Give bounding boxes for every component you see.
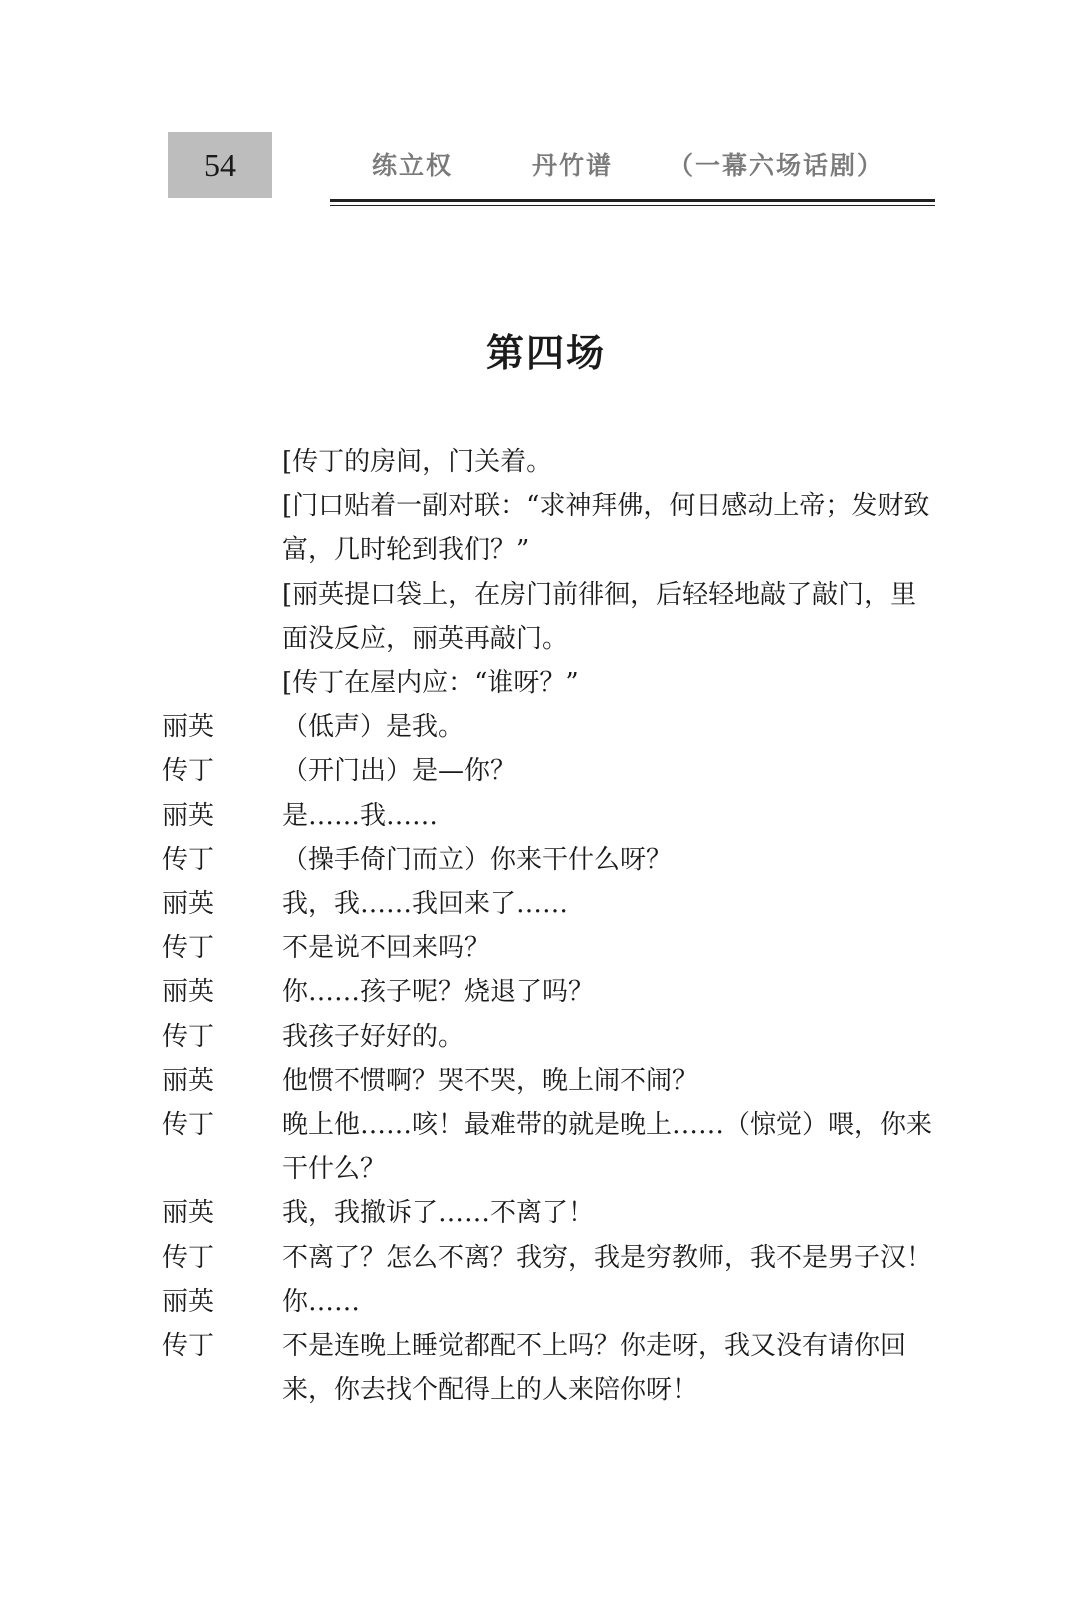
stage-direction: [丽英提口袋上，在房门前徘徊，后轻轻地敲了敲门，里面没反应，丽英再敲门。	[282, 579, 917, 654]
dialogue-line	[162, 749, 942, 793]
header-rule-thin	[330, 205, 935, 206]
speaker-name: 传丁	[162, 1110, 215, 1141]
dialogue-line	[162, 926, 942, 970]
script-body	[162, 440, 942, 1412]
speaker-name: 传丁	[162, 1021, 215, 1052]
speech-text: 不离了？怎么不离？我穷，我是穷教师，我不是男子汉！	[282, 1242, 933, 1273]
speech-text: 不是连晚上睡觉都配不上吗？你走呀，我又没有请你回来，你去找个配得上的人来陪你呀！	[282, 1331, 907, 1406]
stage-direction: [门口贴着一副对联：“求神拜佛，何日感动上帝；发财致富，几时轮到我们？”	[282, 491, 930, 566]
dialogue-line	[162, 1280, 942, 1324]
header-rule-thick	[330, 199, 935, 202]
dialogue-line	[162, 1015, 942, 1059]
stage-direction: [传丁的房间，门关着。	[282, 447, 553, 477]
dialogue-line	[162, 1191, 942, 1235]
running-header	[372, 146, 912, 186]
speech-text: （开门出）是—你？	[282, 756, 517, 787]
dialogue-line	[162, 882, 942, 926]
stage-direction: [传丁在屋内应：“谁呀？”	[282, 668, 579, 699]
speech-text: （操手倚门而立）你来干什么呀？	[282, 844, 673, 875]
speaker-name: 传丁	[162, 844, 215, 875]
speaker-name: 丽英	[162, 712, 215, 743]
speaker-name: 丽英	[162, 1198, 215, 1229]
speaker-name: 丽英	[162, 1286, 215, 1317]
speaker-name: 丽英	[162, 889, 215, 920]
speech-text: 晚上他……咳！最难带的就是晚上……（惊觉）喂，你来干什么？	[282, 1110, 933, 1185]
speaker-name: 传丁	[162, 933, 215, 964]
dialogue-line	[162, 1103, 942, 1191]
speaker-name: 传丁	[162, 756, 215, 787]
dialogue-line	[162, 705, 942, 749]
page-number-text: 54	[204, 146, 236, 183]
dialogue-line	[162, 794, 942, 838]
header-author: 练立权	[372, 151, 454, 180]
dialogue-line	[162, 970, 942, 1014]
dialogue-line	[162, 838, 942, 882]
speaker-name: 传丁	[162, 1331, 215, 1362]
speaker-name: 传丁	[162, 1242, 215, 1273]
speech-text: 是……我……	[282, 800, 439, 831]
speech-text: 你……	[282, 1286, 361, 1317]
speech-text: （低声）是我。	[282, 712, 465, 743]
speech-text: 他惯不惯啊？哭不哭，晚上闹不闹？	[282, 1065, 699, 1096]
page-number	[168, 132, 272, 198]
speech-text: 不是说不回来吗？	[282, 933, 491, 964]
scene-title: 第四场	[485, 330, 606, 375]
speech-text: 你……孩子呢？烧退了吗？	[282, 977, 595, 1008]
dialogue-line	[162, 1236, 942, 1280]
header-book-title: 丹竹谱	[532, 151, 614, 180]
dialogue-line	[162, 1059, 942, 1103]
speaker-name: 丽英	[162, 800, 215, 831]
speech-text: 我，我……我回来了……	[282, 889, 569, 920]
speech-text: 我孩子好好的。	[282, 1021, 465, 1052]
speaker-name: 丽英	[162, 1065, 215, 1096]
header-subtitle: （一幕六场话剧）	[668, 151, 885, 180]
speech-text: 我，我撤诉了……不离了！	[282, 1198, 595, 1229]
speaker-name: 丽英	[162, 977, 215, 1008]
dialogue-line	[162, 1324, 942, 1412]
